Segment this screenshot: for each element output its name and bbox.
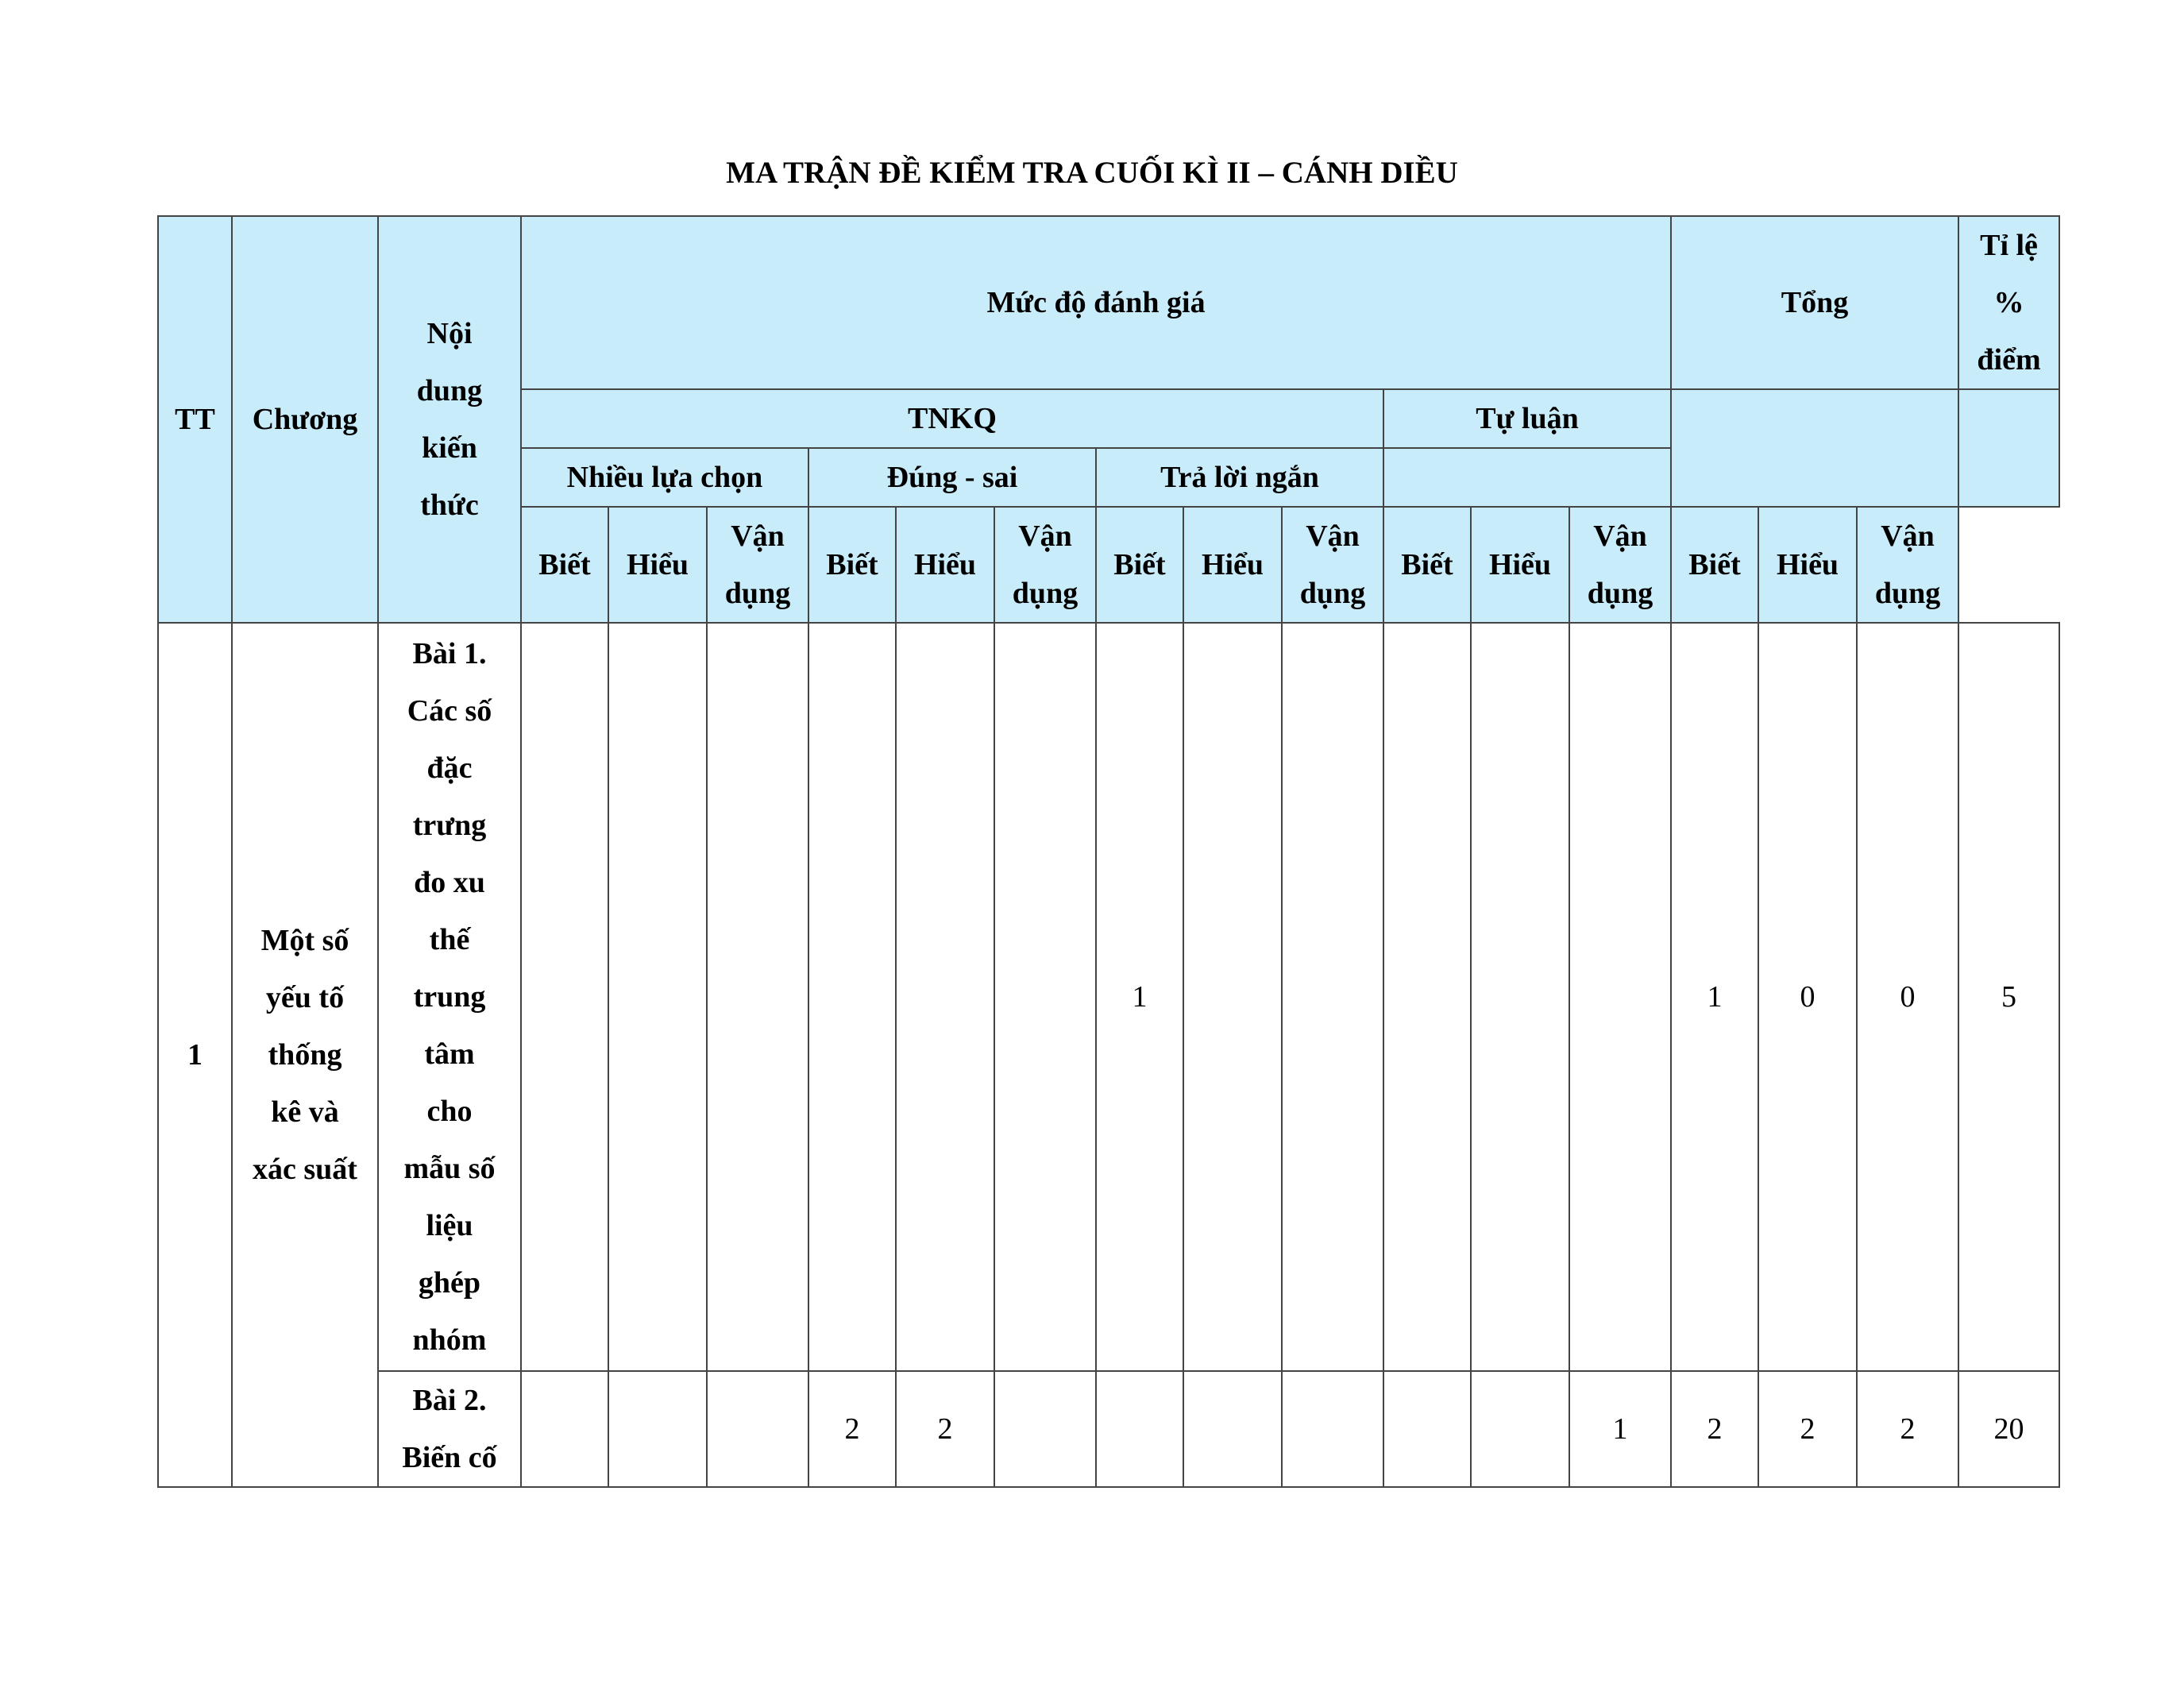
cell [1471, 623, 1569, 1371]
cell: 0 [1857, 623, 1958, 1371]
header-van-dung-line: dụng [1299, 577, 1366, 610]
lesson-line: tâm [424, 1037, 475, 1071]
header-tra-loi-ngan: Trả lời ngắn [1096, 448, 1383, 507]
cell: 5 [1958, 623, 2059, 1371]
header-ti-le-line: Tỉ lệ [1980, 229, 2038, 262]
header-van-dung [994, 507, 1096, 623]
cell [1383, 623, 1471, 1371]
header-tnkq: TNKQ [521, 389, 1383, 448]
cell [1471, 1371, 1569, 1487]
lesson-line: đo xu [414, 866, 485, 899]
header-ti-le-line: % [1993, 286, 2024, 319]
cell [994, 623, 1096, 1371]
cell: 2 [808, 1371, 896, 1487]
header-biet: Biết [808, 507, 896, 623]
header-van-dung [1857, 507, 1958, 623]
header-nhieu-lua-chon: Nhiều lựa chọn [521, 448, 808, 507]
header-hieu: Hiểu [1183, 507, 1282, 623]
lesson-line: liệu [426, 1209, 473, 1242]
header-biet: Biết [1383, 507, 1471, 623]
header-ti-le [1958, 216, 2059, 389]
header-chuong: Chương [232, 216, 378, 623]
row-chuong-line: xác suất [253, 1153, 357, 1186]
assessment-matrix-table [157, 215, 2060, 1488]
header-noi-dung [378, 216, 521, 623]
header-van-dung [1282, 507, 1383, 623]
row-chuong-line: kê và [271, 1095, 339, 1129]
header-van-dung-line: dụng [1012, 577, 1078, 610]
header-van-dung-line: Vận [1881, 520, 1935, 553]
cell [521, 623, 608, 1371]
row-tt: 1 [158, 623, 232, 1487]
lesson-line: thế [429, 923, 470, 956]
header-noi-dung-line: Nội [426, 317, 473, 350]
row-chuong [232, 623, 378, 1487]
header-van-dung-line: Vận [1018, 520, 1072, 553]
header-biet: Biết [521, 507, 608, 623]
header-hieu: Hiểu [1758, 507, 1857, 623]
cell [1282, 1371, 1383, 1487]
lesson-line: Bài 1. [412, 637, 487, 670]
cell [1183, 1371, 1282, 1487]
cell [1282, 623, 1383, 1371]
header-ti-le-blank [1958, 389, 2059, 507]
header-hieu: Hiểu [896, 507, 994, 623]
lesson-line: ghép [418, 1266, 481, 1300]
cell: 2 [896, 1371, 994, 1487]
header-biet: Biết [1096, 507, 1183, 623]
header-noi-dung-line: thức [420, 489, 479, 522]
lesson-line: Bài 2. [412, 1384, 487, 1417]
cell: 2 [1671, 1371, 1758, 1487]
cell: 20 [1958, 1371, 2059, 1487]
header-tt: TT [158, 216, 232, 623]
row-lesson [378, 1371, 521, 1487]
header-biet: Biết [1671, 507, 1758, 623]
cell: 2 [1758, 1371, 1857, 1487]
header-van-dung-line: dụng [724, 577, 791, 610]
cell: 1 [1569, 1371, 1671, 1487]
lesson-line: Các số [407, 694, 492, 728]
table-row [158, 623, 2059, 1371]
header-noi-dung-line: kiến [422, 431, 477, 465]
table-row [158, 1371, 2059, 1487]
cell: 0 [1758, 623, 1857, 1371]
cell [994, 1371, 1096, 1487]
lesson-line: trung [413, 980, 486, 1014]
header-tu-luan-blank [1383, 448, 1671, 507]
header-tong-blank [1671, 389, 1958, 507]
cell: 1 [1671, 623, 1758, 1371]
header-van-dung-line: dụng [1874, 577, 1941, 610]
lesson-line: Biến cố [402, 1441, 497, 1474]
header-van-dung-line: Vận [1306, 520, 1360, 553]
cell [1383, 1371, 1471, 1487]
lesson-line: trưng [412, 809, 487, 842]
cell [1096, 1371, 1183, 1487]
header-van-dung-line: Vận [731, 520, 785, 553]
cell [896, 623, 994, 1371]
row-lesson [378, 623, 521, 1371]
cell: 2 [1857, 1371, 1958, 1487]
row-chuong-line: Một số [260, 924, 349, 957]
header-hieu: Hiểu [608, 507, 707, 623]
cell [608, 1371, 707, 1487]
cell: 1 [1096, 623, 1183, 1371]
cell [521, 1371, 608, 1487]
header-noi-dung-line: dung [416, 374, 483, 408]
lesson-line: mẫu số [403, 1152, 496, 1185]
cell [608, 623, 707, 1371]
row-chuong-line: yếu tố [265, 981, 345, 1014]
cell [707, 623, 808, 1371]
cell [1183, 623, 1282, 1371]
header-hieu: Hiểu [1471, 507, 1569, 623]
cell [707, 1371, 808, 1487]
header-van-dung [707, 507, 808, 623]
header-dung-sai: Đúng - sai [808, 448, 1096, 507]
page-title: MA TRẬN ĐỀ KIỂM TRA CUỐI KÌ II – CÁNH DIỀU [726, 156, 1458, 190]
lesson-line: nhóm [412, 1323, 487, 1357]
header-van-dung-line: Vận [1593, 520, 1647, 553]
cell [1569, 623, 1671, 1371]
lesson-line: đặc [426, 751, 473, 785]
header-ti-le-line: điểm [1977, 343, 2041, 377]
header-tu-luan: Tự luận [1383, 389, 1671, 448]
header-tong: Tổng [1671, 216, 1958, 389]
header-van-dung-line: dụng [1587, 577, 1653, 610]
cell [808, 623, 896, 1371]
header-muc-do: Mức độ đánh giá [521, 216, 1671, 389]
lesson-line: cho [426, 1095, 473, 1128]
row-chuong-line: thống [268, 1038, 342, 1072]
header-van-dung [1569, 507, 1671, 623]
